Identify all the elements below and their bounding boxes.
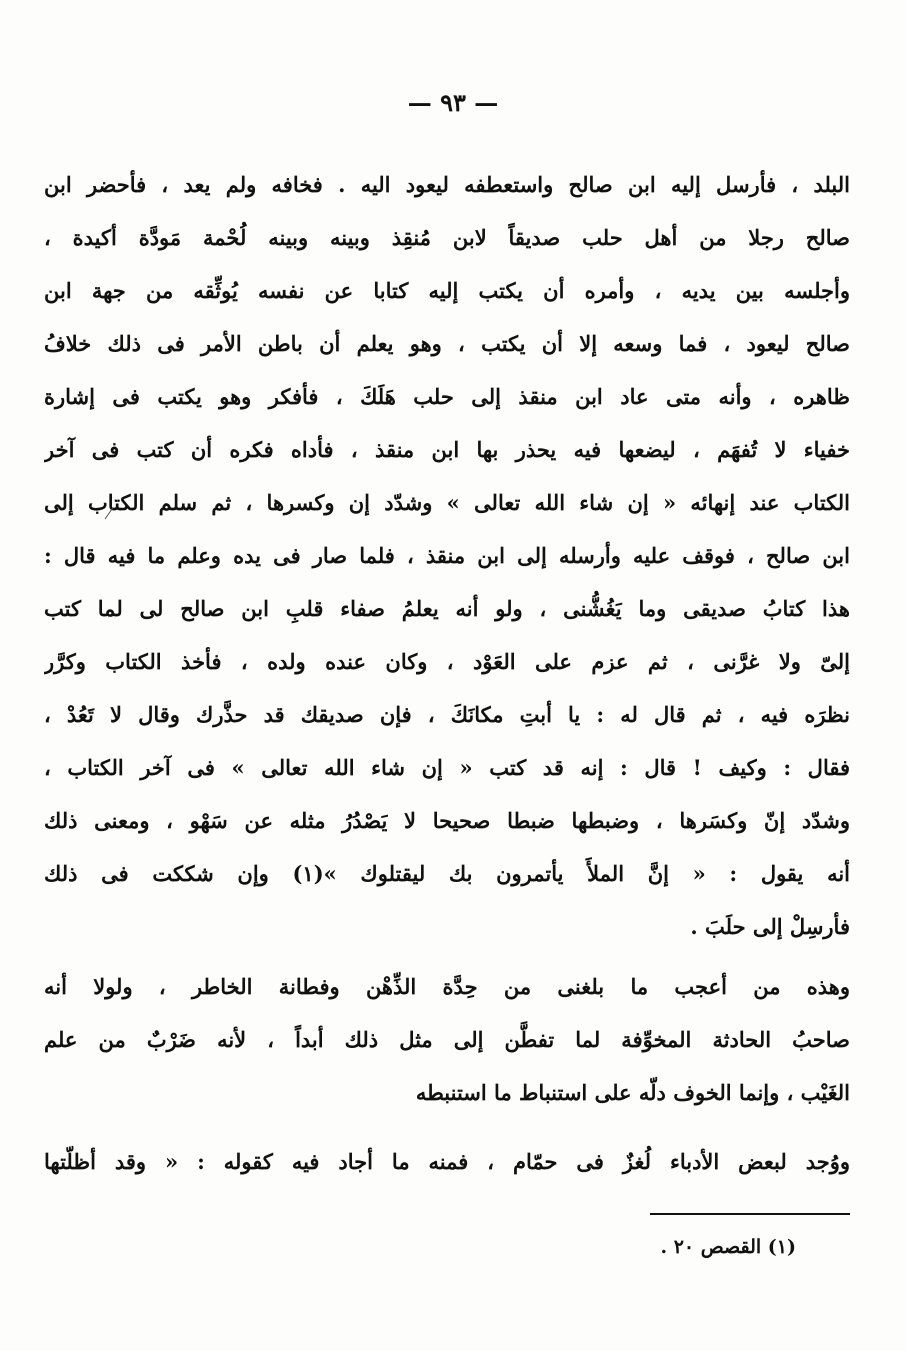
text-line: ظاهره ، وأنه متى عاد ابن منقذ إلى حلب هَلَكَ ، فأفكر وهو يكتب فى إشارة — [44, 384, 850, 409]
footnote: (١) القصص ٢٠ . — [660, 1236, 796, 1258]
paragraph-1 — [44, 158, 850, 953]
text-line: هذا كتابُ صديقى وما يَغُشُّنى ، ولو أنه يعلمُ صفاء قلبِ ابن صالح لى لما كتب — [44, 596, 850, 621]
footnote-divider — [650, 1213, 850, 1215]
text-line: خفياء لا تُفهَم ، ليضعها فيه يحذر بها ابن منقذ ، فأداه فكره أن كتب فى آخر — [44, 437, 850, 462]
text-line: فقال : وكيف ! قال : إنه قد كتب « إن شاء الله تعالى » فى آخر الكتاب ، — [44, 755, 850, 780]
text-line: صالح ليعود ، فما وسعه إلا أن يكتب ، وهو يعلم أن باطن الأمر فى ذلك خلافُ — [44, 331, 850, 356]
text-line: وهذه من أعجب ما بلغنى من حِدَّة الذِّهْن وفطانة الخاطر ، ولولا أنه — [44, 974, 850, 999]
text-line: نظرَه فيه ، ثم قال له : يا أبتِ مكانَكَ ، فإن صديقك قد حذَّرك وقال لا تَعُدْ ، — [44, 702, 850, 727]
paragraph-2 — [44, 960, 850, 1119]
text-line: وأجلسه بين يديه ، وأمره أن يكتب إليه كتابا عن نفسه يُوثِّقه من جهة ابن — [44, 278, 850, 303]
text-line: إلىّ ولا غرَّنى ، ثم عزم على العَوْد ، وكان عنده ولده ، فأخذ الكتاب وكرَّر — [44, 649, 850, 674]
text-line: ابن صالح ، فوقف عليه وأرسله إلى ابن منقذ ، فلما صار فى يده وعلم ما فيه قال : — [44, 543, 850, 568]
text-line: فأرسِلْ إلى حلَبَ . — [690, 914, 850, 939]
text-line: الغَيْب ، وإنما الخوف دلّه على استنباط ما استنبطه — [415, 1080, 850, 1105]
paragraph-3 — [44, 1135, 850, 1188]
page-number: — ٩٣ — — [407, 88, 499, 117]
text-line: صالح رجلا من أهل حلب صديقاً لابن مُنقِذ وبينه وبينه لُحْمة مَودَّة أكيدة ، — [44, 225, 850, 250]
text-line: صاحبُ الحادثة المخوِّفة لما تفطَّن إلى مثل ذلك أبداً ، لأنه ضَرْبٌ من علم — [44, 1027, 850, 1052]
text-line: أنه يقول : « إنَّ الملأَ يأتمرون بك ليقتلوك »(١) وإن شككت فى ذلك — [44, 861, 850, 886]
text-line: البلد ، فأرسل إليه ابن صالح واستعطفه ليعود اليه . فخافه ولم يعد ، فأحضر ابن — [44, 172, 850, 197]
text-line: وشدّد إنّ وكسَرها ، وضبطها ضبطا صحيحا لا يَصْدُرُ مثله عن سَهْو ، ومعنى ذلك — [44, 808, 850, 833]
text-line: ووُجد لبعض الأدباء لُغزٌ فى حمّام ، فمنه ما أجاد فيه كقوله : « وقد أظلّتها — [44, 1149, 850, 1174]
text-line: الكتاب عند إنهائه « إن شاء الله تعالى » وشدّد إن وكسرها ، ثم سلم الكتاب إلى — [44, 490, 850, 515]
